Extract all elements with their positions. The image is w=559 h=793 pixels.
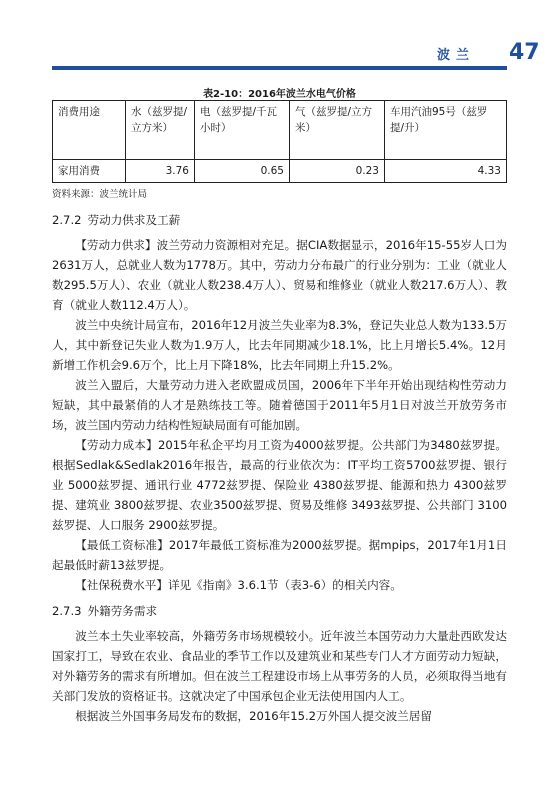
- paragraph: 【劳动力成本】2015年私企平均月工资为4000兹罗提。公共部门为3480兹罗提。根据Sedlak&Sedlak2016年报告，最高的行业依次为：IT平均工资5700兹罗提、银行业 5000兹罗提、通讯行业 4772兹罗提、保险业 4380兹罗提、能源和热力 4300兹罗提、建筑业 3800兹罗提、农业3500兹罗提、贸易及维修 3493兹罗提、公共部门 3100兹罗提、人口服务 2900兹罗提。: [52, 438, 507, 532]
- table-title: 表2-10：2016年波兰水电气价格: [203, 89, 356, 100]
- paragraph: 根据波兰外国事务局发布的数据，2016年15.2万外国人提交波兰居留: [75, 709, 432, 723]
- column-header: 消费用途: [53, 101, 126, 160]
- paragraph: 【劳动力供求】波兰劳动力资源相对充足。据CIA数据显示，2016年15-55岁人口为2631万人，总就业人数为1778万。其中，劳动力分布最广的行业分别为：工业（就业人数295.5万人）、农业（就业人数238.4万人）、贸易和维修业（就业人数217.6万人）、教育（就业人数112.4万人）。: [52, 238, 507, 312]
- paragraph: 【最低工资标准】2017年最低工资标准为2000兹罗提。据mpips，2017年1月1日起最低时薪13兹罗提。: [52, 538, 507, 572]
- table-cell: 0.65: [195, 160, 290, 183]
- section-number: 2.7.2: [52, 213, 82, 227]
- price-table: [52, 100, 507, 183]
- section-title: 劳动力供求及工薪: [87, 213, 181, 227]
- page-number: 47: [509, 40, 540, 65]
- column-header: 电（兹罗提/千瓦小时）: [195, 101, 290, 160]
- section-number: 2.7.3: [52, 604, 82, 618]
- table-cell: 3.76: [126, 160, 195, 183]
- section-title: 外籍劳务需求: [87, 604, 158, 618]
- section-heading: [52, 210, 507, 230]
- table-cell: 家用消费: [53, 160, 126, 183]
- body-content: [52, 210, 507, 726]
- table-cell: 4.33: [385, 160, 507, 183]
- column-header: 车用汽油95号（兹罗提/升）: [385, 101, 507, 160]
- table-cell: 0.23: [290, 160, 385, 183]
- header-country: 波兰: [437, 48, 476, 63]
- column-header: 气（兹罗提/立方米）: [290, 101, 385, 160]
- table-row: [53, 160, 507, 183]
- paragraph: 波兰本土失业率较高，外籍劳务市场规模较小。近年波兰本国劳动力大量赴西欧发达国家打工，导致在农业、食品业的季节工作以及建筑业和某些专门人才方面劳动力短缺，对外籍劳务的需求有所增加。但在波兰工程建设市场上从事劳务的人员，必须取得当地有关部门发放的资格证书。这就决定了中国承包企业无法使用国内人工。: [52, 629, 507, 703]
- paragraph: 波兰入盟后，大量劳动力进入老欧盟成员国，2006年下半年开始出现结构性劳动力短缺，其中最紧俏的人才是熟练技工等。随着德国于2011年5月1日对波兰开放劳务市场，波兰国内劳动力结构性短缺局面有可能加剧。: [52, 378, 507, 432]
- section-heading: [52, 601, 507, 621]
- header-rule: [52, 66, 507, 70]
- column-header: 水（兹罗提/立方米）: [126, 101, 195, 160]
- table-header-row: [53, 101, 507, 160]
- paragraph: 【社保税费水平】详见《指南》3.6.1节（表3-6）的相关内容。: [75, 578, 402, 592]
- table-source: 资料来源：波兰统计局: [52, 189, 148, 200]
- paragraph: 波兰中央统计局宣布，2016年12月波兰失业率为8.3%，登记失业总人数为133.5万人，其中新登记失业人数为1.9万人，比去年同期减少18.1%，比上月增长5.4%。12月新增工作机会9.6万个，比上月下降18%，比去年同期上升15.2%。: [52, 318, 507, 372]
